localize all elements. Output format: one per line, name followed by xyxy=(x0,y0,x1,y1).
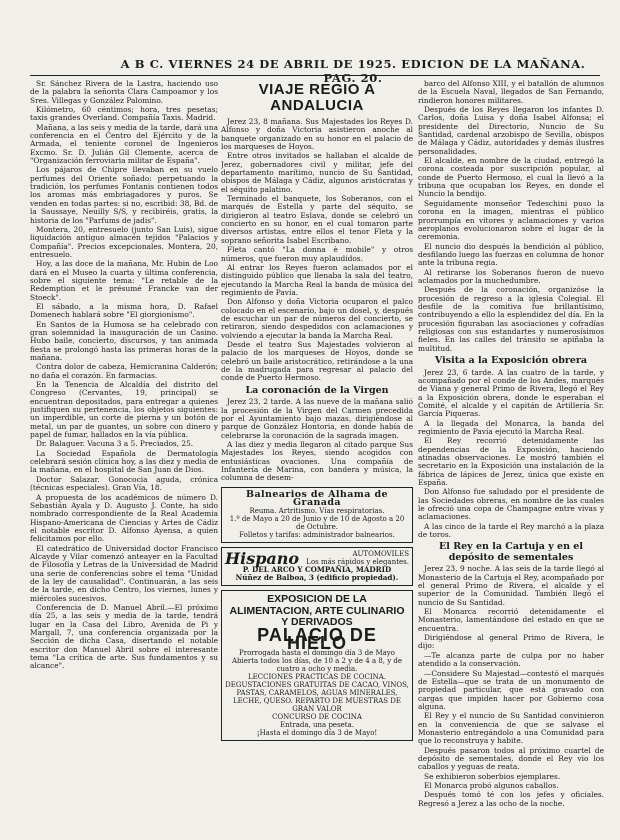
article-paragraph: Desde el teatro Sus Majestades volvieron al palacio de los marqueses de Hoyos, donde se celebró un baile aristocrático, retirándose a la una de la madrugada para regresar al palacio del conde de Puerto Hermoso. xyxy=(221,339,413,383)
news-item: En Santos de la Humosa se ha celebrado con gran solemnidad la inauguración de un Casino. Hubo baile, concierto, discursos, y tan animada fiesta se prolongó hasta las primeras horas de la mañana. xyxy=(30,319,218,362)
ad-line: Abierta todos los días, de 10 a 2 y de 4 a 8, y de cuatro a ocho y media. xyxy=(231,657,403,674)
article-paragraph: —Considere Su Majestad—contestó el marqués de Estella—que se trata de un monumento de propiedad particular, que está gravado con cargas que impiden hacer por Gobierno cosa alguna. xyxy=(418,668,604,711)
page-header: A B C. VIERNES 24 DE ABRIL DE 1925. EDICION DE LA MAÑANA. PAG. 20. xyxy=(120,57,586,85)
article-paragraph: Después tomó té con los jefes y oficiales. Regresó a Jerez a las ocho de la noche. xyxy=(418,790,604,808)
article-paragraph: Seguidamente monseñor Tedeschini puso la corona en la imagen, mientras el público prorrumpía en vítores y aclamaciones y varios aeroplanos evolucionaron sobre el lugar de la ceremonia. xyxy=(418,198,604,242)
ad-line: CONCURSO DE COCINA xyxy=(272,713,362,722)
ad-venue: PALACIO DE HIELO xyxy=(257,624,377,654)
ad-line: Folletos y tarifas: administrador balnearios. xyxy=(239,531,395,540)
ad-hispano xyxy=(221,547,413,586)
article-paragraph: Jerez 23, 6 tarde. A las cuatro de la tarde, y acompañado por el conde de los Andes, marqués de Viana y general Primo de Rivera, llegó el Rey a la Exposición obrera, donde le esperaban el Comité, el alcalde y el capitán de Artillería Sr. García Piqueras. xyxy=(418,367,604,419)
news-item: Sr. Sánchez Rivera de la Lastra, haciendo uso de la palabra la señorita Clara Campoamor y los Sres. Villegas y González Palomino. xyxy=(30,80,218,105)
article-paragraph: A las diez y media llegaron al citado parque Sus Majestades los Reyes, siendo acogidos con entusiásticas ovaciones. Una compañía de Infantería de Marina, con bandera y música, la columna de desem- xyxy=(221,439,413,483)
article-paragraph: Terminado el banquete, los Soberanos, con el marqués de Estella y parte del séquito, se dirigieron al teatro Eslava, donde se celebró un concierto en su honor, en el cual tomaron parte diversos artistas, entre ellos el tenor Fleta y la soprano señorita Isabel Escribano. xyxy=(221,194,413,245)
ad-brand-tagline xyxy=(306,551,409,566)
ad-title: EXPOSICION DE LA ALIMENTACION, ARTE CULINARIO Y DERIVADOS xyxy=(229,593,405,629)
article-paragraph: El Monarca probó algunos caballos. xyxy=(424,780,559,790)
ad-company: P. DEL ARCO Y COMPAÑIA, MADRID xyxy=(242,565,392,575)
ad-line: Los más rápidos y elegantes. xyxy=(306,557,409,566)
article-subtitle: La coronación de la Virgen xyxy=(245,384,389,396)
ad-line: 1.º de Mayo a 20 de Junio y de 10 de Agosto a 20 de Octubre. xyxy=(229,515,405,532)
article-paragraph: Don Alfonso fue saludado por el presidente de las Sociedades obreras, en nombre de las cuales le ofreció una copa de Champagne entre vivas y aclamaciones. xyxy=(418,487,604,522)
article-paragraph: Al retirarse los Soberanos fueron de nuevo aclamados por la muchedumbre. xyxy=(418,267,604,285)
ad-line: LECCIONES PRACTICAS DE COCINA. DEGUSTACIONES GRATUITAS DE CACAO, VINOS, PASTAS, CARAMELOS, AGUAS MINERALES, LECHE, QUESO. REPARTO DE MUESTRAS DE GRAN VALOR xyxy=(225,673,409,714)
news-item: En la Tenencia de Alcaldía del distrito del Congreso (Cervantes, 19, principal) se encuentran depositados, para entregar a quienes justifiquen su pertenencia, los objetos siguientes: un imperdible, un corte de pierna y un botón de metal, un par de guantes, un sobre con dinero y papel de fumar, hallados en la vía pública. xyxy=(30,380,218,440)
article-paragraph: A la llegada del Monarca, la banda del regimiento de Pavía ejecutó la Marcha Real. xyxy=(418,418,604,436)
article-paragraph: El Monarca recorrió detenidamente el Monasterio, lamentándose del estado en que se encuentra. xyxy=(418,607,604,633)
news-item: Doctor Salazar. Gonococia aguda, crónica (técnicas especiales). Gran Vía, 18. xyxy=(30,474,218,493)
ad-line: ¡Hasta el domingo día 3 de Mayo! xyxy=(256,729,378,738)
article-paragraph: Dirigiéndose al general Primo de Rivera, le dijo: xyxy=(418,633,604,651)
article-paragraph: Después de la coronación, organizóse la procesión de regreso a la iglesia Colegial. El desfile de la comitiva fue brillantísimo, contribuyendo a ello la esplendidez del día. En la procesión figuraban las asociaciones y cofradías religiosas con sus estandartes y numerosísimos fieles. En las calles del tránsito se apiñaba la multitud. xyxy=(418,285,604,353)
article-subtitle: Visita a la Exposición obrera xyxy=(434,355,588,366)
ad-line: AUTOMOVILES xyxy=(352,550,409,559)
article-paragraph: —Te alcanza parte de culpa por no haber atendido a la conservación. xyxy=(418,650,604,669)
news-item: Hoy, a las doce de la mañana, Mr. Hubin de Loo dará en el Museo la cuarta y última conferencia, sobre el siguiente tema: "Le retable de la Redemption et le présumé Francke van der Stoeck". xyxy=(30,259,218,302)
article-subtitle: El Rey en la Cartuja y en el depósito de sementales xyxy=(439,541,583,563)
news-item: El sábado, a la misma hora, D. Rafael Domenech hablará sobre "El giorgionismo". xyxy=(30,301,218,320)
news-item: La Sociedad Española de Dermatología celebrará sesión clínica hoy, a las diez y media de la mañana, en el hospital de San Juan de Dios. xyxy=(30,448,218,475)
article-paragraph: Se exhibieron soberbios ejemplares. xyxy=(424,771,561,781)
article-paragraph: Fleta cantó "La donna è mobile" y otros números, que fueron muy aplaudidos. xyxy=(221,245,413,263)
header-rule xyxy=(30,75,600,76)
article-title: VIAJE REGIO A ANDALUCIA xyxy=(258,81,376,114)
article-paragraph: El Rey y el nuncio de Su Santidad convinieron en la conveniencia de que se salvase el Monasterio entregándolo a una Comunidad para que lo reconstruya y habite. xyxy=(418,711,604,746)
ad-address: Núñez de Balboa, 3 (edificio propiedad). xyxy=(235,573,399,583)
news-item: Montera, 20, entresuelo (junto San Luis), sigue liquidación antiguo almacén tejidos "Palacios y Compañía". Precios excepcionales. Montera, 20, entresuelo. xyxy=(30,224,218,259)
column-right xyxy=(418,80,604,830)
article-paragraph: El nuncio dio después la bendición al público, desfilando luego las fuerzas en columna de honor ante la tribuna regia. xyxy=(418,241,604,268)
article-paragraph: Don Alfonso y doña Victoria ocuparon el palco colocado en el escenario, bajo un dosel, y, después de escuchar un par de números del concierto, se retiraron, siendo despedidos con aclamaciones y volviendo a ejecutar la banda la Marcha Real. xyxy=(221,297,413,340)
news-item: Contra dolor de cabeza, Hemicranina Calderón; no daña el corazón. En farmacias. xyxy=(30,362,218,380)
article-paragraph: barco del Alfonso XIII, y el batallón de alumnos de la Escuela Naval, llegados de San Fernando, rindieron honores militares. xyxy=(418,80,604,105)
news-item: Conferencia de D. Manuel Abril.—El próximo día 25, a las seis y media de la tarde, tendrá lugar en la Casa del Libro, Avenida de Pi y Margall, 7, una conferencia organizada por la Sección de dicha Casa, disertando el notable escritor don Manuel Abril sobre el interesante tema "La crítica de arte. Sus fundamentos y su alcance". xyxy=(30,602,218,671)
article-paragraph: El alcalde, en nombre de la ciudad, entregó la corona costeada por suscripción popular, al conde de Puerto Hermoso, el cual la llevó a la tribuna que ocupaban los Reyes, en donde el Nuncio la bendijo. xyxy=(418,156,604,199)
ad-line: Reuma. Artritismo. Vías respiratorias. xyxy=(249,507,385,516)
article-paragraph: Jerez 23, 2 tarde. A las nueve de la mañana salió la procesión de la Virgen del Carmen precedida por el Ayuntamiento bajo mazas, dirigiéndose al parque de González Hontoria, en donde había de celebrarse la coronación de la sagrada imagen. xyxy=(221,397,413,440)
article-paragraph: El Rey recorrió detenidamente las dependencias de la Exposición, haciendo atinadas observaciones. Le mostró también el secretario en la Exposición una instalación de la fábrica de lápices de Jerez, única que existe en España. xyxy=(418,436,604,487)
article-paragraph: Al entrar los Reyes fueron aclamados por el distinguido público que llenaba la sala del teatro, ejecutando la Marcha Real la banda de música del regimiento de Pavía. xyxy=(221,262,413,297)
news-item: Los pájaros de Chipre llevaban en su vuelo perfumes del Oriente soñado: perpetuando la tradición, los perfumes Fontanis contienen todos los aromas más embriagadores y puros. Se venden en todas partes: si no, escribid: 38, Bd. de la Saussaye, Neuilly S/S, y recibiréis, gratis, la historia de los "Parfums de jadis". xyxy=(30,165,218,225)
ad-exposicion xyxy=(221,590,413,741)
news-item: El catedrático de Universidad doctor Francisco Alcayde y Vilar comenzó anteayer en la Facultad de Filosofía y Letras de la Universidad de Madrid una serie de conferencias sobre el tema "Unidad de la ley de causalidad". Continuarán, a las seis de la tarde, en dicho Centro, los viernes, lunes y miércoles sucesivos. xyxy=(30,543,218,603)
news-item: A propuesta de los académicos de número D. Sebastián Ayala y D. Augusto J. Conte, ha sido nombrado correspondiente de la Real Academia Hispano-Americana de Ciencias y Artes de Cádiz el notable escritor D. Alfonso Ayensa, a quien felicitamos por ello. xyxy=(30,492,218,544)
ad-balnearios xyxy=(221,487,413,544)
news-item: Mañana, a las seis y media de la tarde, dará una conferencia en el Centro del Ejército y de la Armada, el teniente coronel de Ingenieros Excmo. Sr. D. Julián Gil Clemente, acerca de "Organización ferroviaria militar de España". xyxy=(30,122,218,166)
news-item: Kilómetro, 60 céntimos; hora, tres pesetas; taxis grandes Overland. Compañía Taxis. Madrid. xyxy=(30,105,218,123)
ad-brand: Hispano xyxy=(225,548,300,568)
article-paragraph: Jerez 23, 8 mañana. Sus Majestades los Reyes D. Alfonso y doña Victoria asistieron anoche al banquete organizado en su honor en el palacio de los marqueses de Hoyos. xyxy=(221,117,413,152)
article-paragraph: Entre otros invitados se hallaban el alcalde de Jerez, gobernadores civil y militar, jefe del departamento marítimo, nuncio de Su Santidad, obispos de Málaga y Cádiz, algunos aristócratas y el séquito palatino. xyxy=(221,151,413,194)
news-item: Dr. Balaguer. Vacuna 3 a 5. Preciados, 25. xyxy=(36,439,194,449)
ad-line: Entrada, una peseta. xyxy=(279,721,355,730)
article-paragraph: Después de los Reyes llegaron los infantes D. Carlos, doña Luisa y doña Isabel Alfonsa; el presidente del Directorio, Nuncio de Su Santidad, cardenal arzobispo de Sevilla, obispos de Málaga y Cádiz, autoridades y demás ilustres personalidades. xyxy=(418,105,604,156)
column-left xyxy=(30,80,218,830)
article-paragraph: Jerez 23, 9 noche. A las seis de la tarde llegó al Monasterio de la Cartuja el Rey, acompañado por el general Primo de Rivera, el alcalde y el superior de la Comunidad. También llegó el nuncio de Su Santidad. xyxy=(418,564,604,607)
column-middle xyxy=(221,80,413,830)
ad-line: Prorrogada hasta el domingo día 3 de Mayo xyxy=(239,649,395,658)
article-paragraph: A las cinco de la tarde el Rey marchó a la plaza de toros. xyxy=(418,521,604,540)
ad-title: Balnearios de Alhama de Granada xyxy=(246,488,388,508)
article-paragraph: Después pasaron todos al próximo cuartel de depósito de sementales, donde el Rey vio los caballos y yeguas de reata. xyxy=(418,745,604,772)
